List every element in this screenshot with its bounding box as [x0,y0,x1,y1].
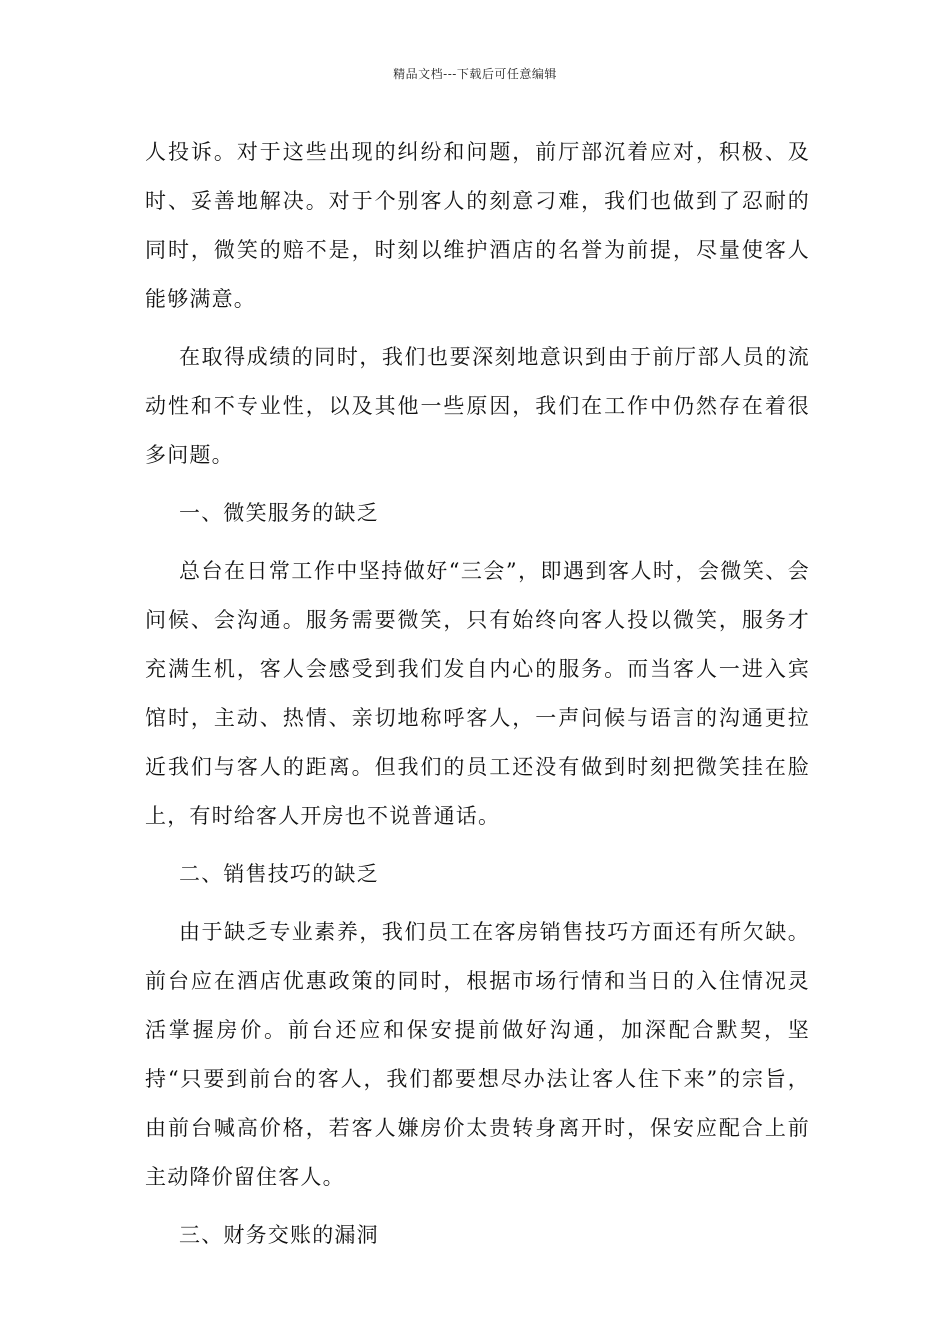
paragraph: 在取得成绩的同时，我们也要深刻地意识到由于前厅部人员的流动性和不专业性，以及其他一些原因，我们在工作中仍然存在着很多问题。 [145,345,810,467]
document-body [145,128,810,1269]
paragraph: 由于缺乏专业素养，我们员工在客房销售技巧方面还有所欠缺。前台应在酒店优惠政策的同时，根据市场行情和当日的入住情况灵活掌握房价。前台还应和保安提前做好沟通，加深配合默契，坚持“只要到前台的客人，我们都要想尽办法让客人住下来”的宗旨，由前台喊高价格，若客人嫌房价太贵转身离开时，保安应配合上前主动降价留住客人。 [145,920,810,1189]
section-heading: 三、财务交账的漏洞 [179,1223,379,1247]
section-heading: 二、销售技巧的缺乏 [179,862,379,886]
paragraph: 总台在日常工作中坚持做好“三会”，即遇到客人时，会微笑、会问候、会沟通。服务需要微笑，只有始终向客人投以微笑，服务才充满生机，客人会感受到我们发自内心的服务。而当客人一进入宾馆时，主动、热情、亲切地称呼客人，一声问候与语言的沟通更拉近我们与客人的距离。但我们的员工还没有做到时刻把微笑挂在脸上，有时给客人开房也不说普通话。 [145,559,810,828]
page-header: 精品文档---下载后可任意编辑 [393,67,557,81]
paragraph: 人投诉。对于这些出现的纠纷和问题，前厅部沉着应对，积极、及时、妥善地解决。对于个别客人的刻意刁难，我们也做到了忍耐的同时，微笑的赔不是，时刻以维护酒店的名誉为前提，尽量使客人能够满意。 [145,140,810,311]
section-heading: 一、微笑服务的缺乏 [179,501,379,525]
